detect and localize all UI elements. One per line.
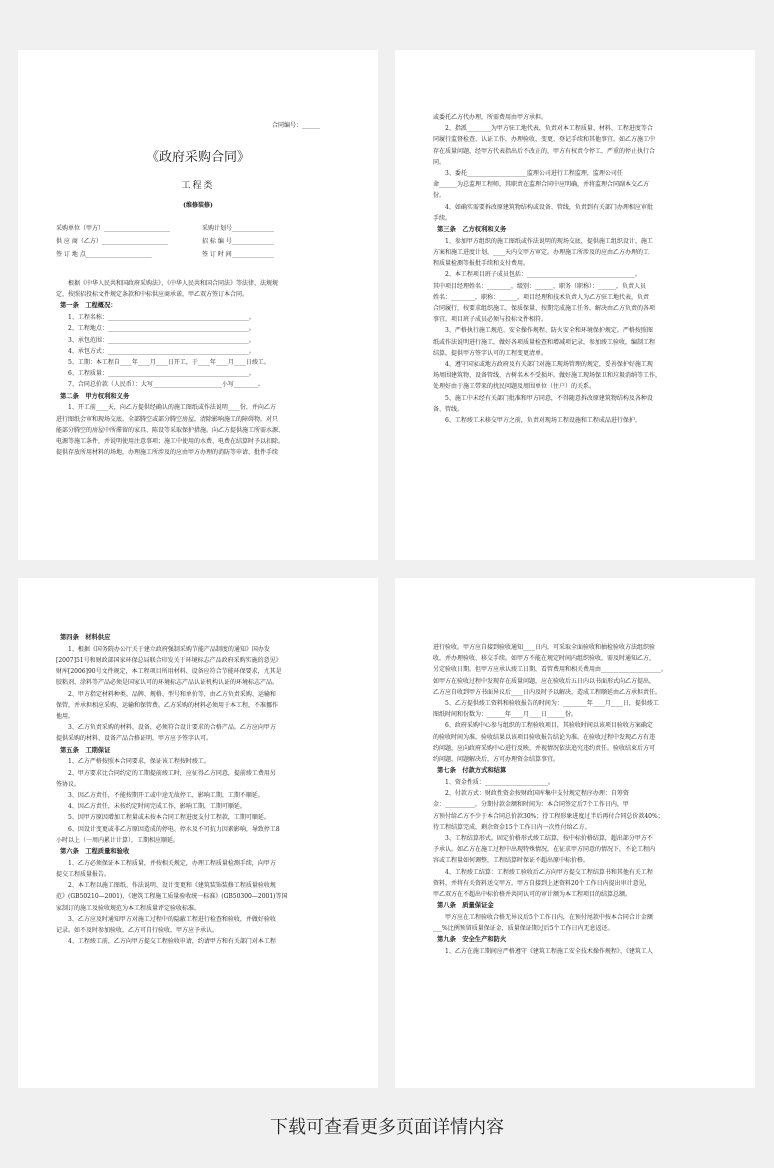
text-line: 乙方应自收到甲方书面异议后____日内及时予以解决，造成工程顺延由乙方承担责任。	[433, 688, 662, 696]
text-line: 签协议。	[56, 780, 81, 788]
section-heading: 第六条 工程质量和验收	[60, 848, 130, 856]
party-info-cell: 供 应 商（乙方）______________________	[56, 238, 168, 245]
text-line: 4、工程竣工结算：工程竣工验收后乙方向甲方提交工程结算书和其他有关工程	[445, 868, 653, 876]
text-line: 范》(GB50210—2001)、《建筑工程施工质量验收统一标准》(GB50300—2001)等国	[56, 893, 288, 901]
text-line: 2、工程地点：_______________________________________________。	[68, 325, 255, 333]
text-line: 2、本工程以施工图纸、作法说明、设计变更和《建筑装饰装修工程质量验收规	[68, 882, 276, 890]
text-line: 的验收时间为准，验收结果以该项目验收报告结论为准。在验收过程中发现乙方有违	[433, 733, 656, 741]
text-line: 同履行监督检查、认证工作，办理验收、变更、登记手续和其他事宜。如乙方施工中	[433, 136, 656, 144]
text-line: 方案和施工进度计划，____天内交甲方审定。办理施工所涉及的应由乙方办理的工	[433, 249, 650, 257]
text-line: 约问题，问题解决后，方可办理资金结算事宜。	[433, 756, 560, 764]
section-heading: 第九条 安全生产和防火	[437, 936, 507, 944]
text-line: 2、本工程项目班子成员包括：____________________________________。	[445, 271, 641, 279]
text-line: 他用。	[56, 713, 75, 721]
party-info-cell: 采购计划号______________	[202, 225, 275, 232]
text-line: 纸或作法说明进行施工，做好各项质量检查和增减项记录，参加竣工验收，编制工程	[433, 338, 656, 346]
text-line: 能部分腾空的房屋中所滞留的家具、陈设等采取保护措施。向乙方提供施工所需水源、	[56, 426, 285, 434]
text-line: 姓名：________，职称：______，项目经理和技术负责人为乙方驻工地代表，负责	[433, 293, 650, 301]
section-heading: 第五条 工期保证	[60, 746, 111, 754]
text-line: 约问题，应向政府采购中心进行反映，并视情况依法追究违约责任。验收结束后方可	[433, 744, 656, 752]
text-line: [2007]51号和财政部国家环保总局联合印发关于环境标志产品政府采购实施的意见》	[56, 657, 282, 664]
text-line: 其中项目经理姓名：________，级别：______，职务（职称）：______，负责人员	[433, 282, 647, 290]
page-1-body	[56, 278, 348, 458]
text-line: 同。	[433, 158, 446, 166]
text-line: 提供存放所用材料的场地，办理施工所涉及的应由甲方办理的消防等申请、批件手续	[56, 449, 279, 457]
text-line: ___%比例预留质量保证金，质量保证期过后5个工作日内无息返还。	[433, 925, 614, 933]
text-line: 1、乙方必须保证本工程质量，并按相关规定，办理工程质量检测手续，向甲方	[68, 859, 276, 867]
text-line: 金：__________，分期付款金额和时间为：本合同签定后7个工作日内，甲	[433, 801, 629, 809]
text-line: 1、工程名称：_______________________________________________。	[68, 314, 255, 322]
text-line: 3、工程结算形式。固定价格形式竣工结算，按中标价格结算，超出部分甲方不	[445, 835, 653, 843]
page-2-body	[433, 112, 725, 426]
text-line: 待工程结算完成，剩余资金15个工作日内一次性付给乙方。	[433, 823, 591, 831]
text-line: 甲方应在工程验收合格无异议后5个工作日内，在预付尾款中按本合同合计金额	[445, 914, 653, 922]
text-line: 合同履行，按要求组织施工，保质保量、按期完成施工任务，解决由乙方负责的各项	[433, 305, 656, 313]
text-line: 根据《中华人民共和国政府采购法》、《中华人民共和国合同法》等法律、法规规	[68, 280, 279, 287]
party-info-cell: 招 标 编 号______________	[202, 238, 274, 245]
download-caption: 下载可查看更多页面详情内容	[270, 1117, 504, 1138]
text-line: 甲乙双方在不超出中标价格并共同认可的审计额为本工程项目的结算总额。	[433, 891, 632, 899]
text-line: 提交工程质量报告。	[56, 871, 111, 879]
page-4-body	[433, 642, 725, 957]
text-line: 财库[2006]90号文件规定，本工程项目所用材料、设备应符合节能环保要求，尤其是	[56, 668, 282, 676]
text-line: 1、根据《国务院办公厅关于建立政府强制采购节能产品制度的通知》国办发	[68, 645, 270, 653]
text-line: 收，并办理验收、移交手续。如甲方不能在规定时间内组织验收，需及时通知乙方，	[433, 655, 656, 663]
party-info-row	[56, 235, 348, 248]
page-2	[395, 50, 755, 560]
text-line: 命______为总监理工程师，其职责在监理合同中应明确，并将监理合同副本交乙方	[433, 181, 650, 189]
text-line: 2、甲方要求比合同约定的工期提前竣工时，应征得乙方同意，提前竣工费用另	[68, 769, 276, 777]
text-line: 2、甲方指定材料种类、品牌、规格、型号和单价等，由乙方负责采购、运输和	[68, 690, 276, 698]
text-line: 或委托乙方代办理，所需费用由甲方承担。	[433, 114, 548, 121]
party-info-cell: 采购单位（甲方）______________________	[56, 225, 171, 232]
text-line: 7、合同总价款（人民币）：大写_______________________小写________。	[68, 381, 264, 389]
section-heading: 第三条 乙方权利和义务	[437, 226, 507, 234]
text-line: 如甲方在验收过程中发现存在质量问题，应在验收后五日内以书面形式向乙方提出，	[433, 677, 656, 685]
text-line: 4、遵守国家或地方政府及有关部门对施工现场管理的规定，妥善保护好施工现	[445, 361, 653, 369]
text-line: 定，按照招投标文件规定条款和中标供应商承诺，甲乙双方签订本合同。	[56, 291, 249, 299]
text-line: 3、乙方负责采购的材料、设备，必须符合设计要求的合格产品。乙方应向甲方	[68, 724, 276, 732]
section-heading: 第二条 甲方权利和义务	[60, 392, 130, 400]
party-info-cell: 签 订 地 点______________________	[56, 251, 152, 258]
text-line: 1、参加甲方组织的施工图纸或作法说明的现场交底，提供施工组织设计、施工	[445, 237, 653, 245]
text-line: 结算，提供甲方签字认可的工程变更清单。	[433, 349, 548, 357]
section-heading: 第八条 质量保证金	[437, 902, 494, 910]
text-line: 电源等施工条件，并说明使用注意事项；施工中使用的水费、电费在结算时予以扣除。	[56, 438, 285, 446]
text-line: 1、开工前____天，向乙方提供经确认的施工图纸或作法说明____份，并向乙方	[68, 404, 276, 412]
page-3	[18, 578, 378, 1088]
text-line: 予承认。如乙方在施工过程中出现特殊情况，在征求甲方同意的情况下，不论工程内	[433, 846, 656, 854]
page-3-body	[56, 632, 348, 947]
text-line: 3、委托____________________监理公司进行工程监理，监理公司任	[445, 170, 623, 178]
text-line: 份。	[433, 192, 446, 200]
party-info	[56, 222, 348, 261]
text-line: 1、资金性质：_____________________。	[445, 779, 554, 787]
text-line: 手续。	[433, 214, 452, 222]
text-line: 5、因甲方原因增加工程量或未按本合同工程进度支付工程款，工期可顺延。	[68, 814, 270, 822]
text-line: 资料，并将有关资料送交甲方。甲方自接到上述资料20个工作日内提出审计意见，	[433, 879, 651, 887]
text-line: 胶粘剂、涂料等产品必须是国家认可的环境标志产品认证机构认证的环境标志产品。	[56, 679, 279, 687]
text-line: 2、付款方式：财政性资金按财政国库集中支付规定程序办理：自筹资	[445, 790, 629, 798]
text-line: 3、因乙方责任，不能按期开工或中途无故停工，影响工期，工期不顺延。	[68, 792, 264, 800]
contract-number: 合同编号：______	[271, 122, 320, 129]
text-line: 程质量检测等报批手续和支付费用。	[433, 260, 530, 268]
text-line: 5、施工中未经有关部门批准和甲方同意，不得随意拆改原建筑物结构及各种设	[445, 394, 653, 402]
party-info-row	[56, 248, 348, 261]
document-title: 《政府采购合同》	[145, 150, 250, 165]
text-line: 另定验收日期。但甲方应承认竣工日期，看管费用和相关费用由____________________。	[433, 666, 668, 674]
text-line: 6、工程质量：_______________________________________________。	[68, 370, 255, 378]
text-line: 进行图纸会审和现场交底。全部腾空或部分腾空房屋，清除影响施工的障碍物。对只	[56, 415, 279, 423]
text-line: 记录。如不及时参加验收，乙方可自行验收，甲方应予承认。	[56, 927, 219, 935]
party-info-cell: 签 订 时 间______________	[202, 251, 274, 258]
text-line: 容或工程量如何调整，工程结算时保证不超出原中标价格。	[433, 857, 590, 865]
text-line: 2、指派________为甲方驻工地代表，负责对本工程质量、材料、工程进度等合	[445, 125, 653, 133]
text-line: 处理好由于施工带来的扰民问题及周围单位（住户）的关系。	[433, 383, 596, 391]
text-line: 备、管线。	[433, 405, 464, 413]
document-subtitle: 工程类	[181, 181, 215, 191]
text-line: 4、如确实需要拆改原建筑物结构或设备、管线，负责到有关部门办理相应审批	[445, 203, 653, 211]
text-line: 3、乙方应及时通知甲方对施工过程中的隐蔽工程进行检查和验收，并做好验收	[68, 915, 276, 923]
text-line: 5、工期：本工程自____年____月____日开工，于____年____月____日竣工。	[68, 359, 270, 367]
page-1	[18, 50, 378, 560]
text-line: 6、政府采购中心参与组织的工程验收项目，其验收时间以该项目验收方案确定	[445, 722, 653, 730]
section-heading: 第七条 付款方式和结算	[437, 767, 507, 775]
text-line: 场周围建筑物、设备管线、古树名木不受损坏。做好施工现场保卫和垃圾消纳等工作，	[433, 372, 662, 380]
text-line: 6、工程竣工未移交甲方之前，负责对现场工程设施和工程成品进行保护。	[445, 417, 641, 425]
text-line: 进行验收。甲方应自接到验收通知____日内，可采取全面验收和抽检验收方法组织验	[433, 644, 656, 651]
party-info-row	[56, 222, 348, 235]
text-line: 4、因乙方责任，未按约定时间完成工作，影响工期，工期可顺延。	[68, 803, 246, 811]
section-heading: 第四条 材料供应	[60, 634, 111, 641]
text-line: 3、严格执行施工规范、安全操作规程、防火安全和环境保护规定。严格按照图	[445, 327, 653, 335]
page-4	[395, 578, 755, 1088]
text-line: 小时以上（一周内累计计算），工期相应顺延。	[56, 836, 180, 844]
document-subsubtitle: (维修装修)	[183, 202, 213, 209]
text-line: 事宜。项目班子成员必须与投标文件相符。	[433, 316, 548, 324]
section-heading: 第一条 工程概况：	[60, 302, 117, 310]
text-line: 存在质量问题，经甲方代表指出后不改正的，甲方有权责令停工，严重的停止执行合	[433, 147, 656, 155]
text-line: 1、乙方严格按照本合同要求，保证该工程按时竣工。	[68, 758, 210, 766]
text-line: 4、工程竣工前，乙方向甲方提交工程验收申请，约请甲方和有关部门对本工程	[68, 938, 276, 946]
text-line: 5、乙方提供竣工资料和验收报告的时间为：________年____月____日，提供竣工	[445, 700, 659, 708]
text-line: 提供采购的材料、设备产品合格证明，甲方应予签字认可。	[56, 735, 213, 743]
text-line: 4、承包方式：_______________________________________________。	[68, 347, 255, 355]
text-line: 方预付给乙方不少于本合同总价款30%；待工程形象进度过半后再付合同总价款40%；	[433, 812, 664, 820]
text-line: 图纸时间和份数为：______年____月____日______份。	[433, 711, 578, 719]
text-line: 1、乙方在施工期间应严格遵守《建筑工程施工安全技术操作规程》、《建筑工人	[445, 948, 653, 956]
text-line: 3、承包范围：_______________________________________________。	[68, 336, 255, 344]
text-line: 保管，并承担相应采购、运输和保管费。乙方采购的材料必须用于本工程，不准挪作	[56, 701, 279, 709]
text-line: 6、因设计变更或非乙方原因造成的停电、停水及不可抗力因素影响，导致停工8	[68, 825, 280, 833]
text-line: 家制订的施工及验收规范为本工程质量评定验收标准。	[56, 904, 201, 912]
